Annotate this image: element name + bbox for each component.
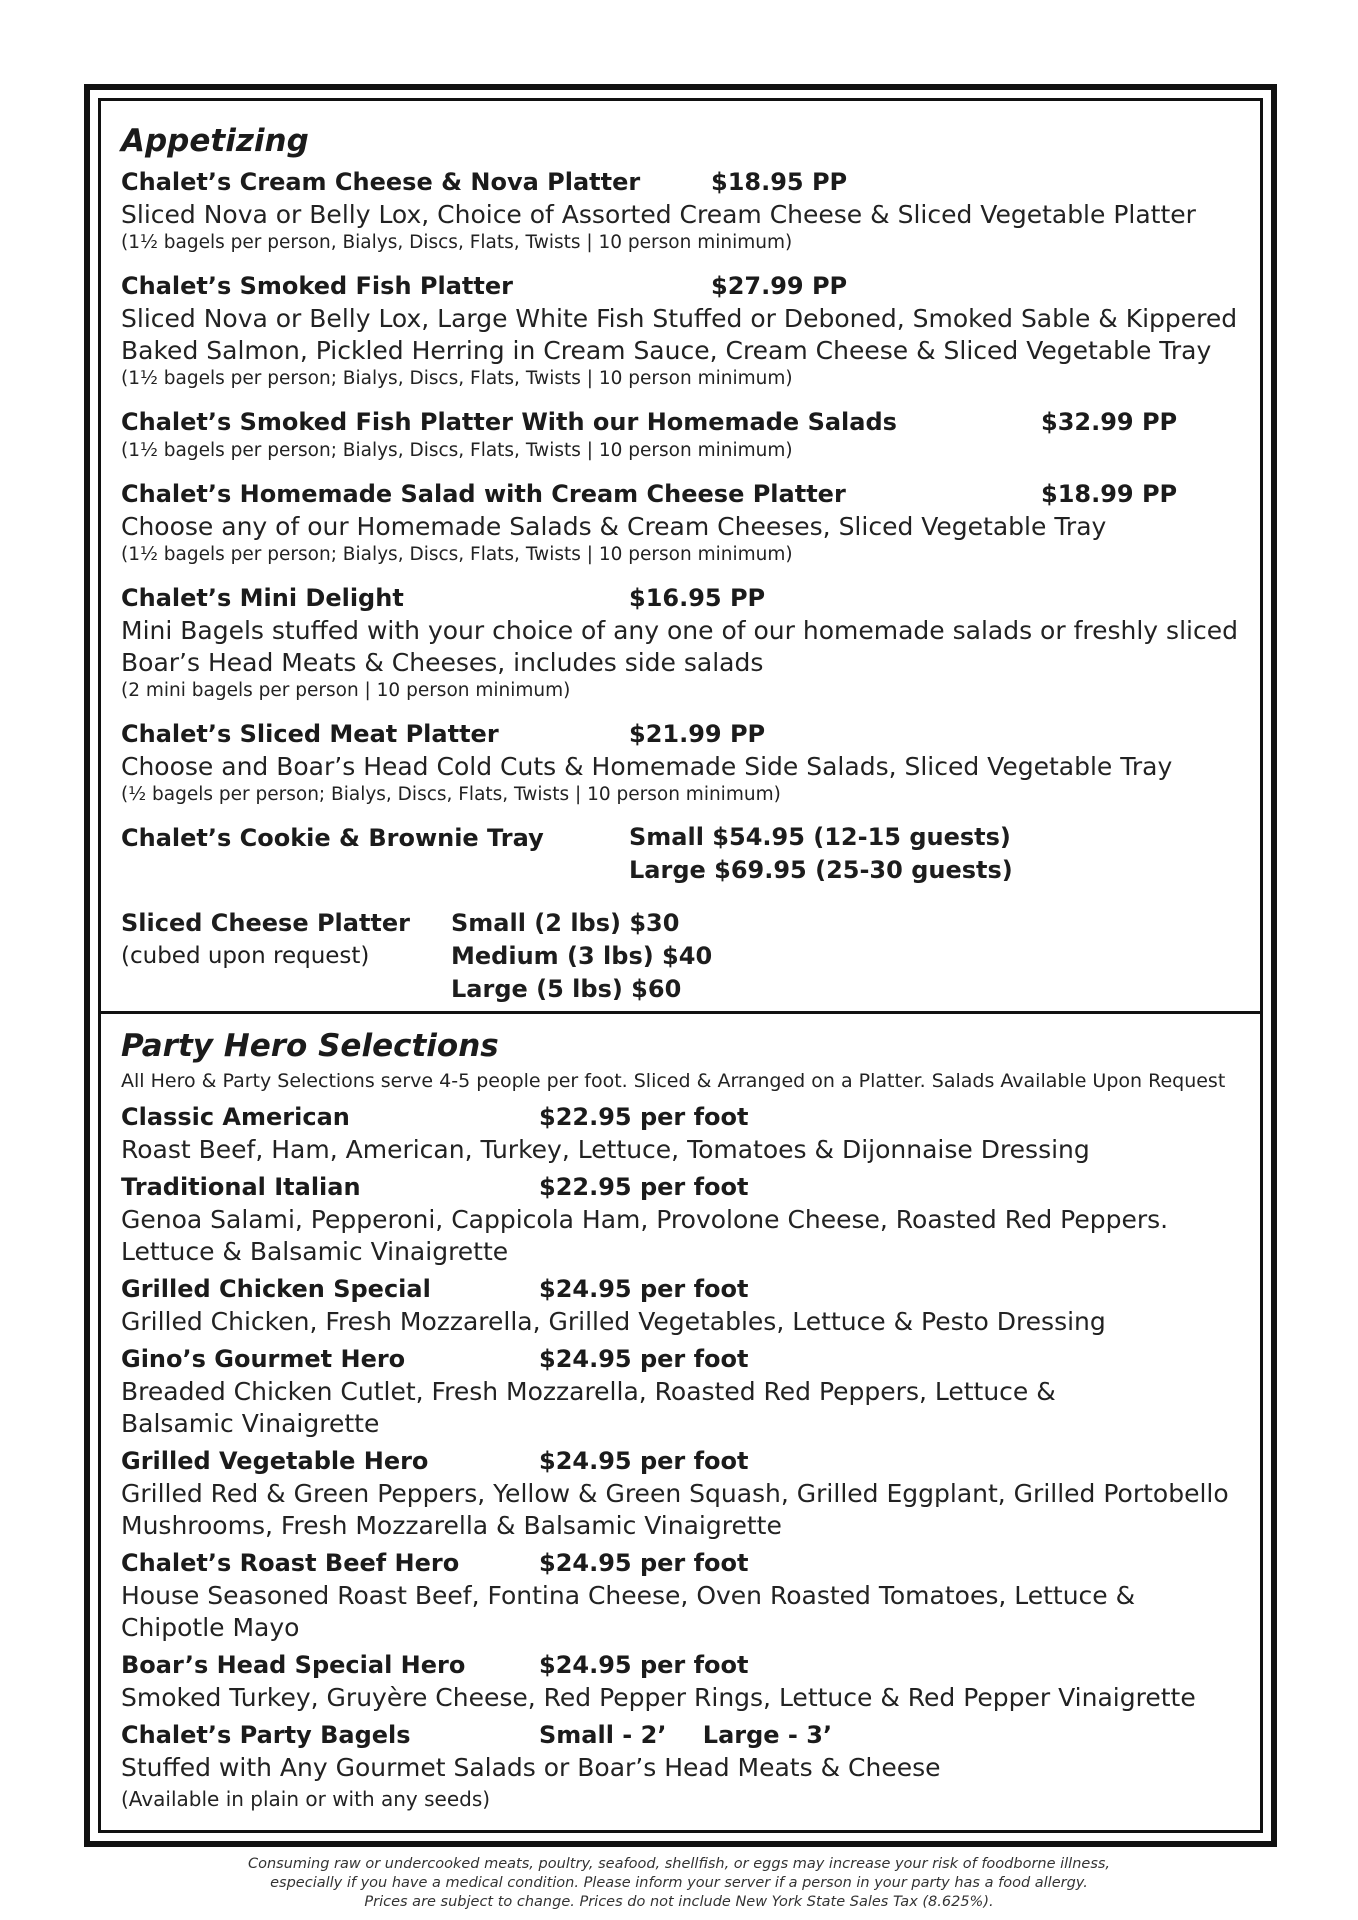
item-name: Classic American <box>121 1103 350 1131</box>
item-name: Chalet’s Cookie & Brownie Tray <box>121 824 544 852</box>
item-price: $21.99 PP <box>629 720 766 748</box>
item-price: $18.99 PP <box>1041 480 1178 508</box>
item-description: Sliced Nova or Belly Lox, Large White Fish Stuffed or Deboned, Smoked Sable & Kippered <box>121 304 1238 333</box>
item-price: $18.95 PP <box>711 168 848 196</box>
item-description: House Seasoned Roast Beef, Fontina Cheese, Oven Roasted Tomatoes, Lettuce & <box>121 1581 1136 1610</box>
menu-item <box>121 1100 1240 1166</box>
menu-item <box>121 1444 1240 1542</box>
item-name: Chalet’s Smoked Fish Platter <box>121 272 513 300</box>
item-description: Roast Beef, Ham, American, Turkey, Lettuce, Tomatoes & Dijonnaise Dressing <box>121 1135 1090 1164</box>
item-name: Chalet’s Cream Cheese & Nova Platter <box>121 168 641 196</box>
menu-item <box>121 1272 1240 1338</box>
party-hero-section <box>121 1026 1240 1814</box>
item-description: Stuffed with Any Gourmet Salads or Boar’s Head Meats & Cheese <box>121 1753 941 1782</box>
item-name: Boar’s Head Special Hero <box>121 1651 466 1679</box>
footer-line: especially if you have a medical condition. Please inform your server if a person in your party has a food allergy. <box>270 1875 1088 1891</box>
item-description: Grilled Red & Green Peppers, Yellow & Green Squash, Grilled Eggplant, Grilled Portobello <box>121 1479 1229 1508</box>
item-price: $24.95 per foot <box>539 1549 749 1577</box>
item-price: $32.99 PP <box>1041 408 1178 436</box>
footer-line: Prices are subject to change. Prices do not include New York State Sales Tax (8.625%). <box>364 1894 994 1910</box>
menu-item <box>121 717 1240 807</box>
item-description: Lettuce & Balsamic Vinaigrette <box>121 1237 509 1266</box>
item-price: $22.95 per foot <box>539 1103 749 1131</box>
item-price: Small (2 lbs) $30 <box>451 909 680 937</box>
item-price: $16.95 PP <box>629 584 766 612</box>
item-note: (2 mini bagels per person | 10 person minimum) <box>121 680 571 701</box>
item-name: Grilled Chicken Special <box>121 1275 431 1303</box>
item-price-large: Large - 3’ <box>702 1721 833 1749</box>
item-price: $24.95 per foot <box>539 1651 749 1679</box>
item-note: (½ bagels per person; Bialys, Discs, Flats, Twists | 10 person minimum) <box>121 784 781 805</box>
item-price: $24.95 per foot <box>539 1345 749 1373</box>
item-price: $24.95 per foot <box>539 1447 749 1475</box>
item-description: Genoa Salami, Pepperoni, Cappicola Ham, Provolone Cheese, Roasted Red Peppers. <box>121 1205 1169 1234</box>
item-price: Large (5 lbs) $60 <box>451 975 682 1003</box>
item-name: Traditional Italian <box>121 1173 361 1201</box>
item-name: Chalet’s Homemade Salad with Cream Cheese Platter <box>121 480 846 508</box>
menu-item <box>121 165 1240 255</box>
menu-item-cookie-tray <box>121 821 1240 887</box>
item-note: (1½ bagels per person, Bialys, Discs, Flats, Twists | 10 person minimum) <box>121 232 793 253</box>
item-description: Smoked Turkey, Gruyère Cheese, Red Pepper Rings, Lettuce & Red Pepper Vinaigrette <box>121 1683 1196 1712</box>
item-note: (1½ bagels per person; Bialys, Discs, Flats, Twists | 10 person minimum) <box>121 544 793 565</box>
menu-item <box>121 1170 1240 1268</box>
item-price: $22.95 per foot <box>539 1173 749 1201</box>
appetizing-section <box>121 121 1240 1007</box>
menu-item-party-bagels <box>121 1718 1240 1814</box>
item-price: Medium (3 lbs) $40 <box>451 942 713 970</box>
item-note: (Available in plain or with any seeds) <box>121 1787 491 1811</box>
footer-line: Consuming raw or undercooked meats, poultry, seafood, shellfish, or eggs may increase your risk of foodborne illness, <box>247 1856 1111 1872</box>
item-price: Large $69.95 (25-30 guests) <box>629 856 1013 884</box>
item-description: Breaded Chicken Cutlet, Fresh Mozzarella, Roasted Red Peppers, Lettuce & <box>121 1377 1056 1406</box>
item-price-list <box>629 821 1013 887</box>
item-description: Sliced Nova or Belly Lox, Choice of Assorted Cream Cheese & Sliced Vegetable Platter <box>121 200 1196 229</box>
item-description: Boar’s Head Meats & Cheeses, includes side salads <box>121 648 764 677</box>
menu-item <box>121 405 1240 463</box>
item-price: Small $54.95 (12-15 guests) <box>629 823 1011 851</box>
item-name: Chalet’s Party Bagels <box>121 1721 411 1749</box>
item-name: Chalet’s Sliced Meat Platter <box>121 720 499 748</box>
menu-item <box>121 1648 1240 1714</box>
item-price-small: Small - 2’ <box>539 1721 667 1749</box>
item-description: Choose and Boar’s Head Cold Cuts & Homemade Side Salads, Sliced Vegetable Tray <box>121 752 1173 781</box>
item-description: Baked Salmon, Pickled Herring in Cream Sauce, Cream Cheese & Sliced Vegetable Tray <box>121 336 1212 365</box>
footer-disclaimer <box>0 1855 1358 1912</box>
item-description: Chipotle Mayo <box>121 1613 300 1642</box>
menu-item <box>121 1342 1240 1440</box>
item-price-list <box>451 907 712 1006</box>
item-price: $27.99 PP <box>711 272 848 300</box>
item-description: Balsamic Vinaigrette <box>121 1409 380 1438</box>
item-note: (1½ bagels per person; Bialys, Discs, Flats, Twists | 10 person minimum) <box>121 368 793 389</box>
item-description: Mini Bagels stuffed with your choice of any one of our homemade salads or freshly sliced <box>121 616 1238 645</box>
section-divider <box>101 1011 1260 1014</box>
item-price: $24.95 per foot <box>539 1275 749 1303</box>
item-description: Mushrooms, Fresh Mozzarella & Balsamic Vinaigrette <box>121 1511 782 1540</box>
item-description: Choose any of our Homemade Salads & Cream Cheeses, Sliced Vegetable Tray <box>121 512 1107 541</box>
item-name: Sliced Cheese Platter <box>121 909 411 937</box>
menu-item <box>121 581 1240 703</box>
item-note: (1½ bagels per person; Bialys, Discs, Flats, Twists | 10 person minimum) <box>121 440 793 461</box>
menu-item-cheese-platter <box>121 907 1240 1007</box>
item-name: Grilled Vegetable Hero <box>121 1447 429 1475</box>
menu-frame <box>84 84 1277 1847</box>
menu-item <box>121 477 1240 567</box>
item-name: Chalet’s Mini Delight <box>121 584 404 612</box>
item-name: Chalet’s Roast Beef Hero <box>121 1549 460 1577</box>
item-subtitle: (cubed upon request) <box>121 943 370 969</box>
menu-item <box>121 269 1240 391</box>
item-name: Chalet’s Smoked Fish Platter With our Homemade Salads <box>121 408 897 436</box>
section-note: All Hero & Party Selections serve 4-5 people per foot. Sliced & Arranged on a Platter. Salads Available Upon Request <box>121 1070 1226 1092</box>
menu-inner-frame <box>98 98 1263 1833</box>
section-title-heroes: Party Hero Selections <box>121 1028 499 1064</box>
section-title-appetizing: Appetizing <box>121 123 309 159</box>
item-name: Gino’s Gourmet Hero <box>121 1345 406 1373</box>
menu-item <box>121 1546 1240 1644</box>
item-description: Grilled Chicken, Fresh Mozzarella, Grilled Vegetables, Lettuce & Pesto Dressing <box>121 1307 1106 1336</box>
